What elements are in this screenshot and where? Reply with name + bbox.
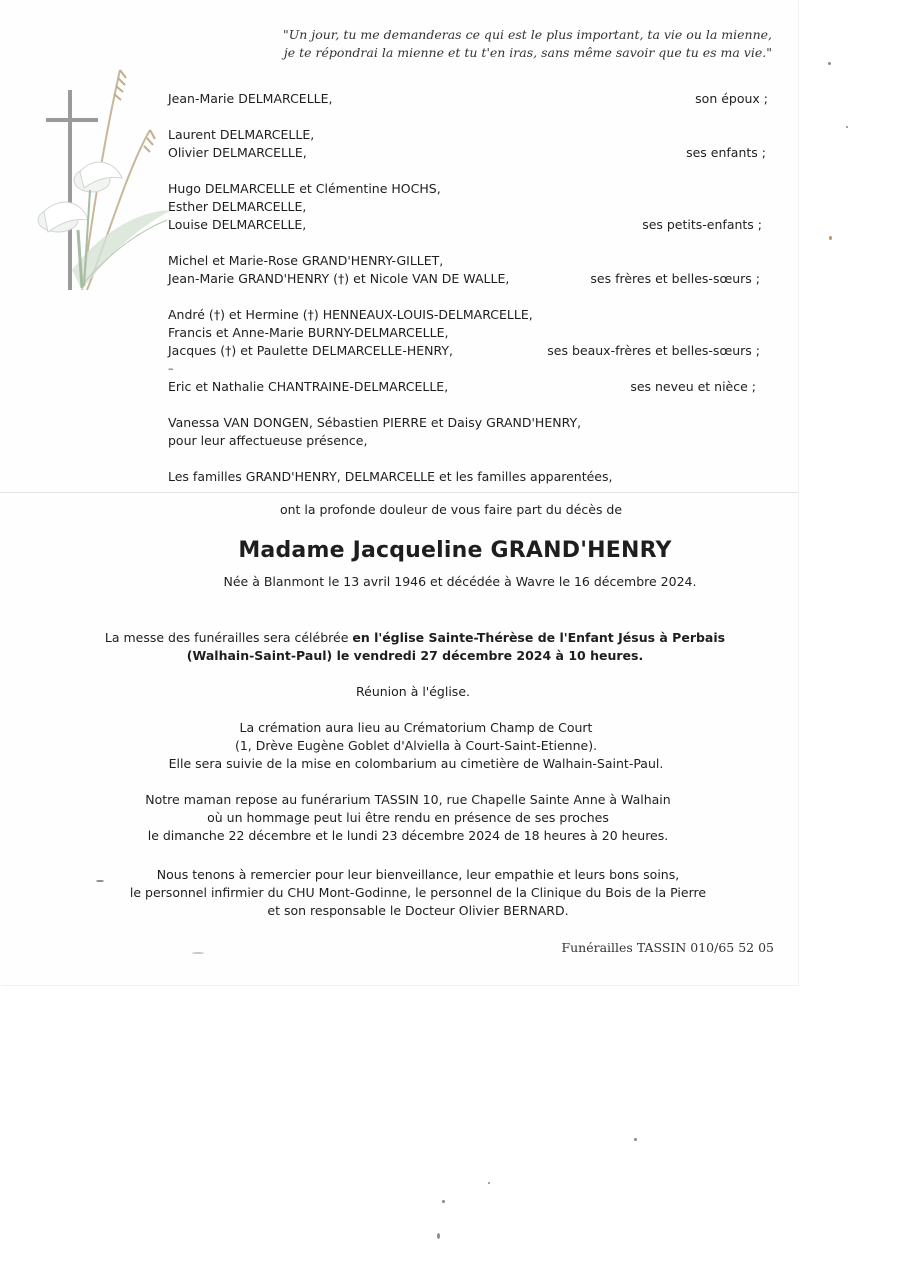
reunion-info — [0, 683, 826, 701]
relative-name: Jean-Marie GRAND'HENRY (†) et Nicole VAN DE WALLE, — [168, 271, 510, 286]
relative-name: Hugo DELMARCELLE et Clémentine HOCHS, — [168, 181, 441, 196]
relative-group-children — [168, 126, 768, 162]
cross-and-lily-decoration-icon — [22, 60, 172, 300]
relative-name: Olivier DELMARCELLE, — [168, 145, 307, 160]
funerarium-line: Notre maman repose au funérarium TASSIN 10, rue Chapelle Sainte Anne à Walhain — [145, 792, 671, 807]
cremation-line: Elle sera suivie de la mise en colombarium au cimetière de Walhain-Saint-Paul. — [168, 756, 664, 771]
funerarium-info — [0, 791, 816, 845]
thanks-line: et son responsable le Docteur Olivier BERNARD. — [267, 903, 569, 918]
relationship-label: ses neveu et nièce ; — [630, 379, 756, 394]
relative-group-nephew-niece — [168, 378, 768, 396]
relatives-list — [168, 90, 768, 504]
relative-name: Esther DELMARCELLE, — [168, 199, 307, 214]
relative-name: Jacques (†) et Paulette DELMARCELLE-HENRY, — [168, 343, 453, 358]
funeral-home-signature: Funérailles TASSIN 010/65 52 05 — [561, 940, 774, 955]
relative-name: Les familles GRAND'HENRY, DELMARCELLE et les familles apparentées, — [168, 469, 613, 484]
cremation-line: (1, Drève Eugène Goblet d'Alviella à Court-Saint-Etienne). — [234, 738, 598, 753]
scan-speck — [488, 1182, 490, 1184]
relative-group-families — [168, 468, 768, 486]
thanks-info — [0, 866, 836, 920]
reunion-text: Réunion à l'église. — [356, 684, 470, 699]
quote-line-2: je te répondrai la mienne et tu t'en iras, sans même savoir que tu es ma vie." — [283, 45, 772, 60]
scan-speck — [437, 1233, 440, 1239]
quote-line-1: "Un jour, tu me demanderas ce qui est le plus important, ta vie ou la mienne, — [283, 27, 772, 42]
relative-name: André (†) et Hermine (†) HENNEAUX-LOUIS-DELMARCELLE, — [168, 307, 533, 322]
relative-name: Louise DELMARCELLE, — [168, 217, 307, 232]
scan-speck — [846, 126, 848, 128]
relationship-label: ses beaux-frères et belles-sœurs ; — [547, 343, 760, 358]
funerarium-line: le dimanche 22 décembre et le lundi 23 décembre 2024 de 18 heures à 20 heures. — [147, 828, 669, 843]
relative-group-siblings — [168, 252, 768, 288]
scan-speck — [829, 236, 832, 240]
relative-name: Francis et Anne-Marie BURNY-DELMARCELLE, — [168, 325, 449, 340]
relative-group-grandchildren — [168, 180, 768, 234]
deceased-name: Madame Jacqueline GRAND'HENRY — [238, 538, 672, 563]
scan-speck — [634, 1138, 637, 1141]
epigraph-quote — [252, 26, 772, 62]
relative-name: Laurent DELMARCELLE, — [168, 127, 315, 142]
scan-speck — [192, 952, 204, 954]
relative-name: Michel et Marie-Rose GRAND'HENRY-GILLET, — [168, 253, 444, 268]
relationship-label: ses enfants ; — [686, 145, 766, 160]
relationship-label: ses petits-enfants ; — [642, 217, 762, 232]
mass-intro: La messe des funérailles sera célébrée — [104, 630, 353, 645]
thanks-line: le personnel infirmier du CHU Mont-Godinne, le personnel de la Clinique du Bois de la Pierre — [129, 885, 707, 900]
scan-speck — [828, 62, 831, 65]
mass-location: en l'église Sainte-Thérèse de l'Enfant Jésus à Perbais — [352, 630, 726, 645]
relative-group-in-laws — [168, 306, 768, 360]
mass-datetime: (Walhain-Saint-Paul) le vendredi 27 décembre 2024 à 10 heures. — [186, 648, 644, 663]
relative-name: Vanessa VAN DONGEN, Sébastien PIERRE et Daisy GRAND'HENRY, — [168, 415, 582, 430]
relative-group-friends — [168, 414, 768, 450]
relative-name: Jean-Marie DELMARCELLE, — [168, 91, 333, 106]
relative-group-spouse — [168, 90, 768, 108]
thanks-line: Nous tenons à remercier pour leur bienveillance, leur empathie et leurs bons soins, — [156, 867, 680, 882]
relationship-label: son époux ; — [695, 91, 768, 106]
cremation-info — [0, 719, 832, 773]
scan-speck — [442, 1200, 445, 1203]
announcement-text: ont la profonde douleur de vous faire part du décès de — [279, 502, 623, 517]
funerarium-line: où un hommage peut lui être rendu en présence de ses proches — [207, 810, 609, 825]
separator-dash: – — [168, 362, 174, 375]
birth-death-line: Née à Blanmont le 13 avril 1946 et décédée à Wavre le 16 décembre 2024. — [223, 574, 697, 589]
relationship-label: ses frères et belles-sœurs ; — [590, 271, 760, 286]
funeral-mass-info — [0, 629, 830, 665]
cremation-line: La crémation aura lieu au Crématorium Champ de Court — [239, 720, 593, 735]
scan-speck — [96, 880, 104, 882]
relative-name: pour leur affectueuse présence, — [168, 433, 368, 448]
relative-name: Eric et Nathalie CHANTRAINE-DELMARCELLE, — [168, 379, 449, 394]
